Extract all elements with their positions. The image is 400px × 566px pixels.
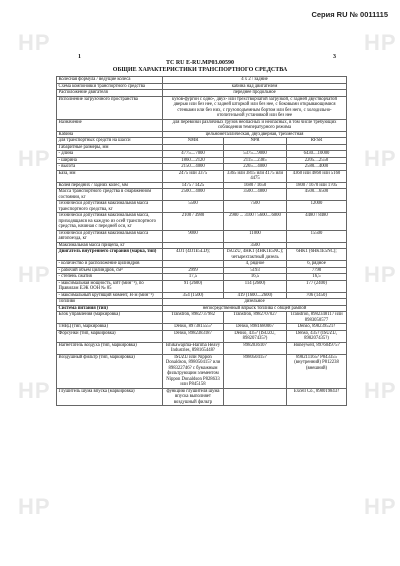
table-cell: Нагнетатель воздуха (тип, маркировка) <box>57 342 163 354</box>
table-cell: 1680 / 1650 <box>224 182 287 189</box>
table-cell: - высота <box>57 164 163 171</box>
table-cell: 4JJ1 (4JJ1E5LD); <box>163 249 224 261</box>
table-cell: Denso, 8981680067 <box>224 324 287 331</box>
table-row <box>57 213 347 231</box>
table-cell: дизельное <box>163 299 347 306</box>
table-cell: Исполнение загрузочного пространства <box>57 96 163 119</box>
table-cell: Технически допустимая максимальная масса, приходящаяся на каждую из осей транспортного средства, начиная с передней оси, кг <box>57 213 163 231</box>
table-row <box>57 230 347 242</box>
table-cell: 1800 / 1670 или 1705 <box>287 182 347 189</box>
table-cell: Топливо <box>57 299 163 306</box>
table-cell: - максимальный крутящий момент, Н·м (мин⁻¹) <box>57 292 163 299</box>
table-cell: 2265....4000 <box>224 164 287 171</box>
table-cell: кузов-фургон с одно-, двух- или трехстворчатой загрузкой, с задней двустворчатой дверью или без нее, с задней шторкой или без нее, с боковыми открывающимися стенками или без них, с грузоподъемным бортом или без него, с холодильно-отопительной установкой или без нее <box>163 96 347 119</box>
table-cell: ISUZU, 4HK1 (4HK1E5NC); четырехтактный дизель <box>224 249 287 261</box>
table-cell: Двигатель внутреннего сгорания (марка, тип) <box>57 249 163 261</box>
table-row <box>57 342 347 354</box>
table-cell: 898050415? <box>224 354 287 388</box>
table-row <box>57 189 347 201</box>
table-cell: 2500....4000 <box>163 189 224 201</box>
table-row <box>57 280 347 292</box>
serial-number: Серия RU № 0011115 <box>311 10 388 19</box>
table-row <box>57 354 347 388</box>
table-cell: 4775....7000 <box>163 151 224 158</box>
table-cell: Transtron, 8982348117 или 8983050577 <box>287 312 347 324</box>
table-cell: Transtron, 8982707027 <box>224 312 287 324</box>
table-cell: 1860....2120 <box>163 157 224 164</box>
table-cell: 15500 <box>287 230 347 242</box>
table-cell: 4500....6500 <box>287 189 347 201</box>
table-cell: ISUZU или Nippon Donaldson, 898050415? или 898322746? с бумажным фильтрующим элементом Nippon Donaldson P828633 или P845158 <box>163 354 224 388</box>
table-row <box>57 388 347 406</box>
table-row <box>57 249 347 261</box>
table-cell: Excell Co., 898019843? <box>287 388 347 406</box>
table-cell: Масса транспортного средства в снаряженном состоянии, кг <box>57 189 163 201</box>
table-cell: Denso, 8982383187 <box>163 330 224 342</box>
table-cell: 2999 <box>163 267 224 274</box>
table-cell: 4, рядное <box>224 261 287 268</box>
table-cell: 2205....2550 <box>287 157 347 164</box>
table-cell: 3500....4800 <box>224 189 287 201</box>
table-cell: NPR <box>224 138 287 145</box>
table-cell: 5375....9000 <box>224 151 287 158</box>
table-cell: 114 (2600) <box>224 280 287 292</box>
watermark: HP <box>364 378 397 403</box>
table-cell: Denso, 435? (ISUZU, 898207435?) <box>224 330 287 342</box>
table-cell: Кабина <box>57 131 163 138</box>
table-cell: для транспортных средств на шасси <box>57 138 163 145</box>
table-cell: 12000 <box>287 201 347 213</box>
table-cell: 898211165? P843355 (внутренний) P812238 (внешний) <box>287 354 347 388</box>
page-number-left: 1 <box>78 54 81 60</box>
table-cell: 5500 <box>163 201 224 213</box>
table-cell: - рабочий объем цилиндров, см³ <box>57 267 163 274</box>
table-cell: 898203610? <box>224 342 287 354</box>
watermark: HP <box>18 378 51 403</box>
table-cell: 4 х 2 / задние <box>163 77 347 84</box>
table-cell: Denso, 435? (ISUZU, 898207435?) <box>287 330 347 342</box>
specs-table <box>56 76 347 406</box>
table-cell: Технически допустимая максимальная масса автопоезда, кг <box>57 230 163 242</box>
table-cell: Transtron, 8982737982 <box>163 312 224 324</box>
table-cell: Схема компоновки транспортного средства <box>57 83 163 90</box>
watermark: HP <box>364 262 397 287</box>
table-cell: 11000 <box>224 230 287 242</box>
page-title: ОБЩИЕ ХАРАКТЕРИСТИКИ ТРАНСПОРТНОГО СРЕДСТВА <box>112 67 288 73</box>
table-cell: 91 (2600) <box>163 280 224 292</box>
table-cell: Блок управления (маркировка) <box>57 312 163 324</box>
table-cell: - степень сжатия <box>57 274 163 281</box>
table-row <box>57 96 347 119</box>
table-cell: 4480 / 8480 <box>287 213 347 231</box>
page-number-right: 3 <box>333 54 336 60</box>
table-cell: Denso, 897381555? <box>163 324 224 331</box>
table-cell: 6, рядное <box>287 261 347 268</box>
table-cell: функцию глушителя шума впуска выполняет воздушный фильтр <box>163 388 224 406</box>
table-cell: 17,5 <box>163 274 224 281</box>
table-row <box>57 201 347 213</box>
table-cell: База, мм <box>57 170 163 182</box>
table-cell: Колея передних / задних колес, мм <box>57 182 163 189</box>
table-cell: Назначение <box>57 119 163 131</box>
table-cell: Технически допустимая максимальная масса транспортного средства, кг <box>57 201 163 213</box>
table-cell: для перевозки различных грузов неопасных и неопасных, в том числе требующих соблюдения температурного режима <box>163 119 347 131</box>
table-cell: цельнометаллическая, двухдверная, трехместная <box>163 131 347 138</box>
table-cell: - ширина <box>57 157 163 164</box>
table-cell: 3365 или 3815 или 4175 или 4475 <box>224 170 287 182</box>
table-row <box>57 324 347 331</box>
table-cell: 2150....4000 <box>163 164 224 171</box>
watermark: HP <box>364 494 397 519</box>
table-row <box>57 119 347 131</box>
table-cell: 3500 <box>224 242 287 249</box>
table-cell: 2100 / 3980 <box>163 213 224 231</box>
table-cell: Глушитель шума впуска (маркировка) <box>57 388 163 406</box>
table-row <box>57 312 347 324</box>
table-cell: Расположение двигателя <box>57 90 163 97</box>
table-cell: Максимальная масса прицепа, кг <box>57 242 163 249</box>
table-row <box>57 182 347 189</box>
table-cell: - длина <box>57 151 163 158</box>
watermark: HP <box>18 30 51 55</box>
table-cell: NMR <box>163 138 224 145</box>
table-cell: Система питания (тип) <box>57 305 163 312</box>
table-cell: 6430....10000 <box>287 151 347 158</box>
table-cell: - количество и расположение цилиндров <box>57 261 163 268</box>
table-cell: Колесная формула / ведущие колеса <box>57 77 163 84</box>
table-cell: 706 (1450) <box>287 292 347 299</box>
table-cell: 1475 / 1425 <box>163 182 224 189</box>
table-cell: RFSR <box>287 138 347 145</box>
table-cell: переднее продольное <box>163 90 347 97</box>
watermark: HP <box>18 262 51 287</box>
table-cell: 16,5 <box>224 274 287 281</box>
table-cell: 2900 ... 3100 / 5600....6000 <box>224 213 287 231</box>
watermark: HP <box>18 146 51 171</box>
table-cell: ТНВД (тип, маркировка) <box>57 324 163 331</box>
table-cell: 4360 или 4860 или 5160 <box>287 170 347 182</box>
table-row <box>57 170 347 182</box>
watermark: HP <box>18 494 51 519</box>
table-cell: непосредственный впрыск топлива с общей рампой <box>163 305 347 312</box>
table-cell: 9000 <box>163 230 224 242</box>
table-cell: 419 (1600....2600) <box>224 292 287 299</box>
table-cell: 16,5 <box>287 274 347 281</box>
table-cell: Ishikawajima-Harima Heavy Industries, 898165448? <box>163 342 224 354</box>
document-number: TC RU E-RU.MP03.00590 <box>166 60 234 66</box>
table-cell: 354 (1500) <box>163 292 224 299</box>
table-row <box>57 330 347 342</box>
table-cell: кабина над двигателем <box>163 83 347 90</box>
table-cell: 7500 <box>224 201 287 213</box>
table-cell: Воздушный фильтр (тип, маркировка) <box>57 354 163 388</box>
table-cell: Honeywell, 897604975? <box>287 342 347 354</box>
watermark: HP <box>364 30 397 55</box>
table-cell: 5193 <box>224 267 287 274</box>
table-cell: 2115....2385 <box>224 157 287 164</box>
table-cell: 2475 или 3375 <box>163 170 224 182</box>
table-cell <box>224 388 287 406</box>
table-cell: Форсунки (тип, маркировка) <box>57 330 163 342</box>
table-cell: - максимальная мощность, кВт (мин⁻¹), по Правилам ЕЭК ООН № 85 <box>57 280 163 292</box>
table-cell: 7790 <box>287 267 347 274</box>
table-cell: 2580....4000 <box>287 164 347 171</box>
table-cell: 6HK1 (6HK1E5NC); <box>287 249 347 261</box>
table-cell: Габаритные размеры, мм <box>57 144 163 151</box>
table-cell: 177 (2400) <box>287 280 347 292</box>
table-cell: Denso, 898239521? <box>287 324 347 331</box>
watermark: HP <box>364 146 397 171</box>
